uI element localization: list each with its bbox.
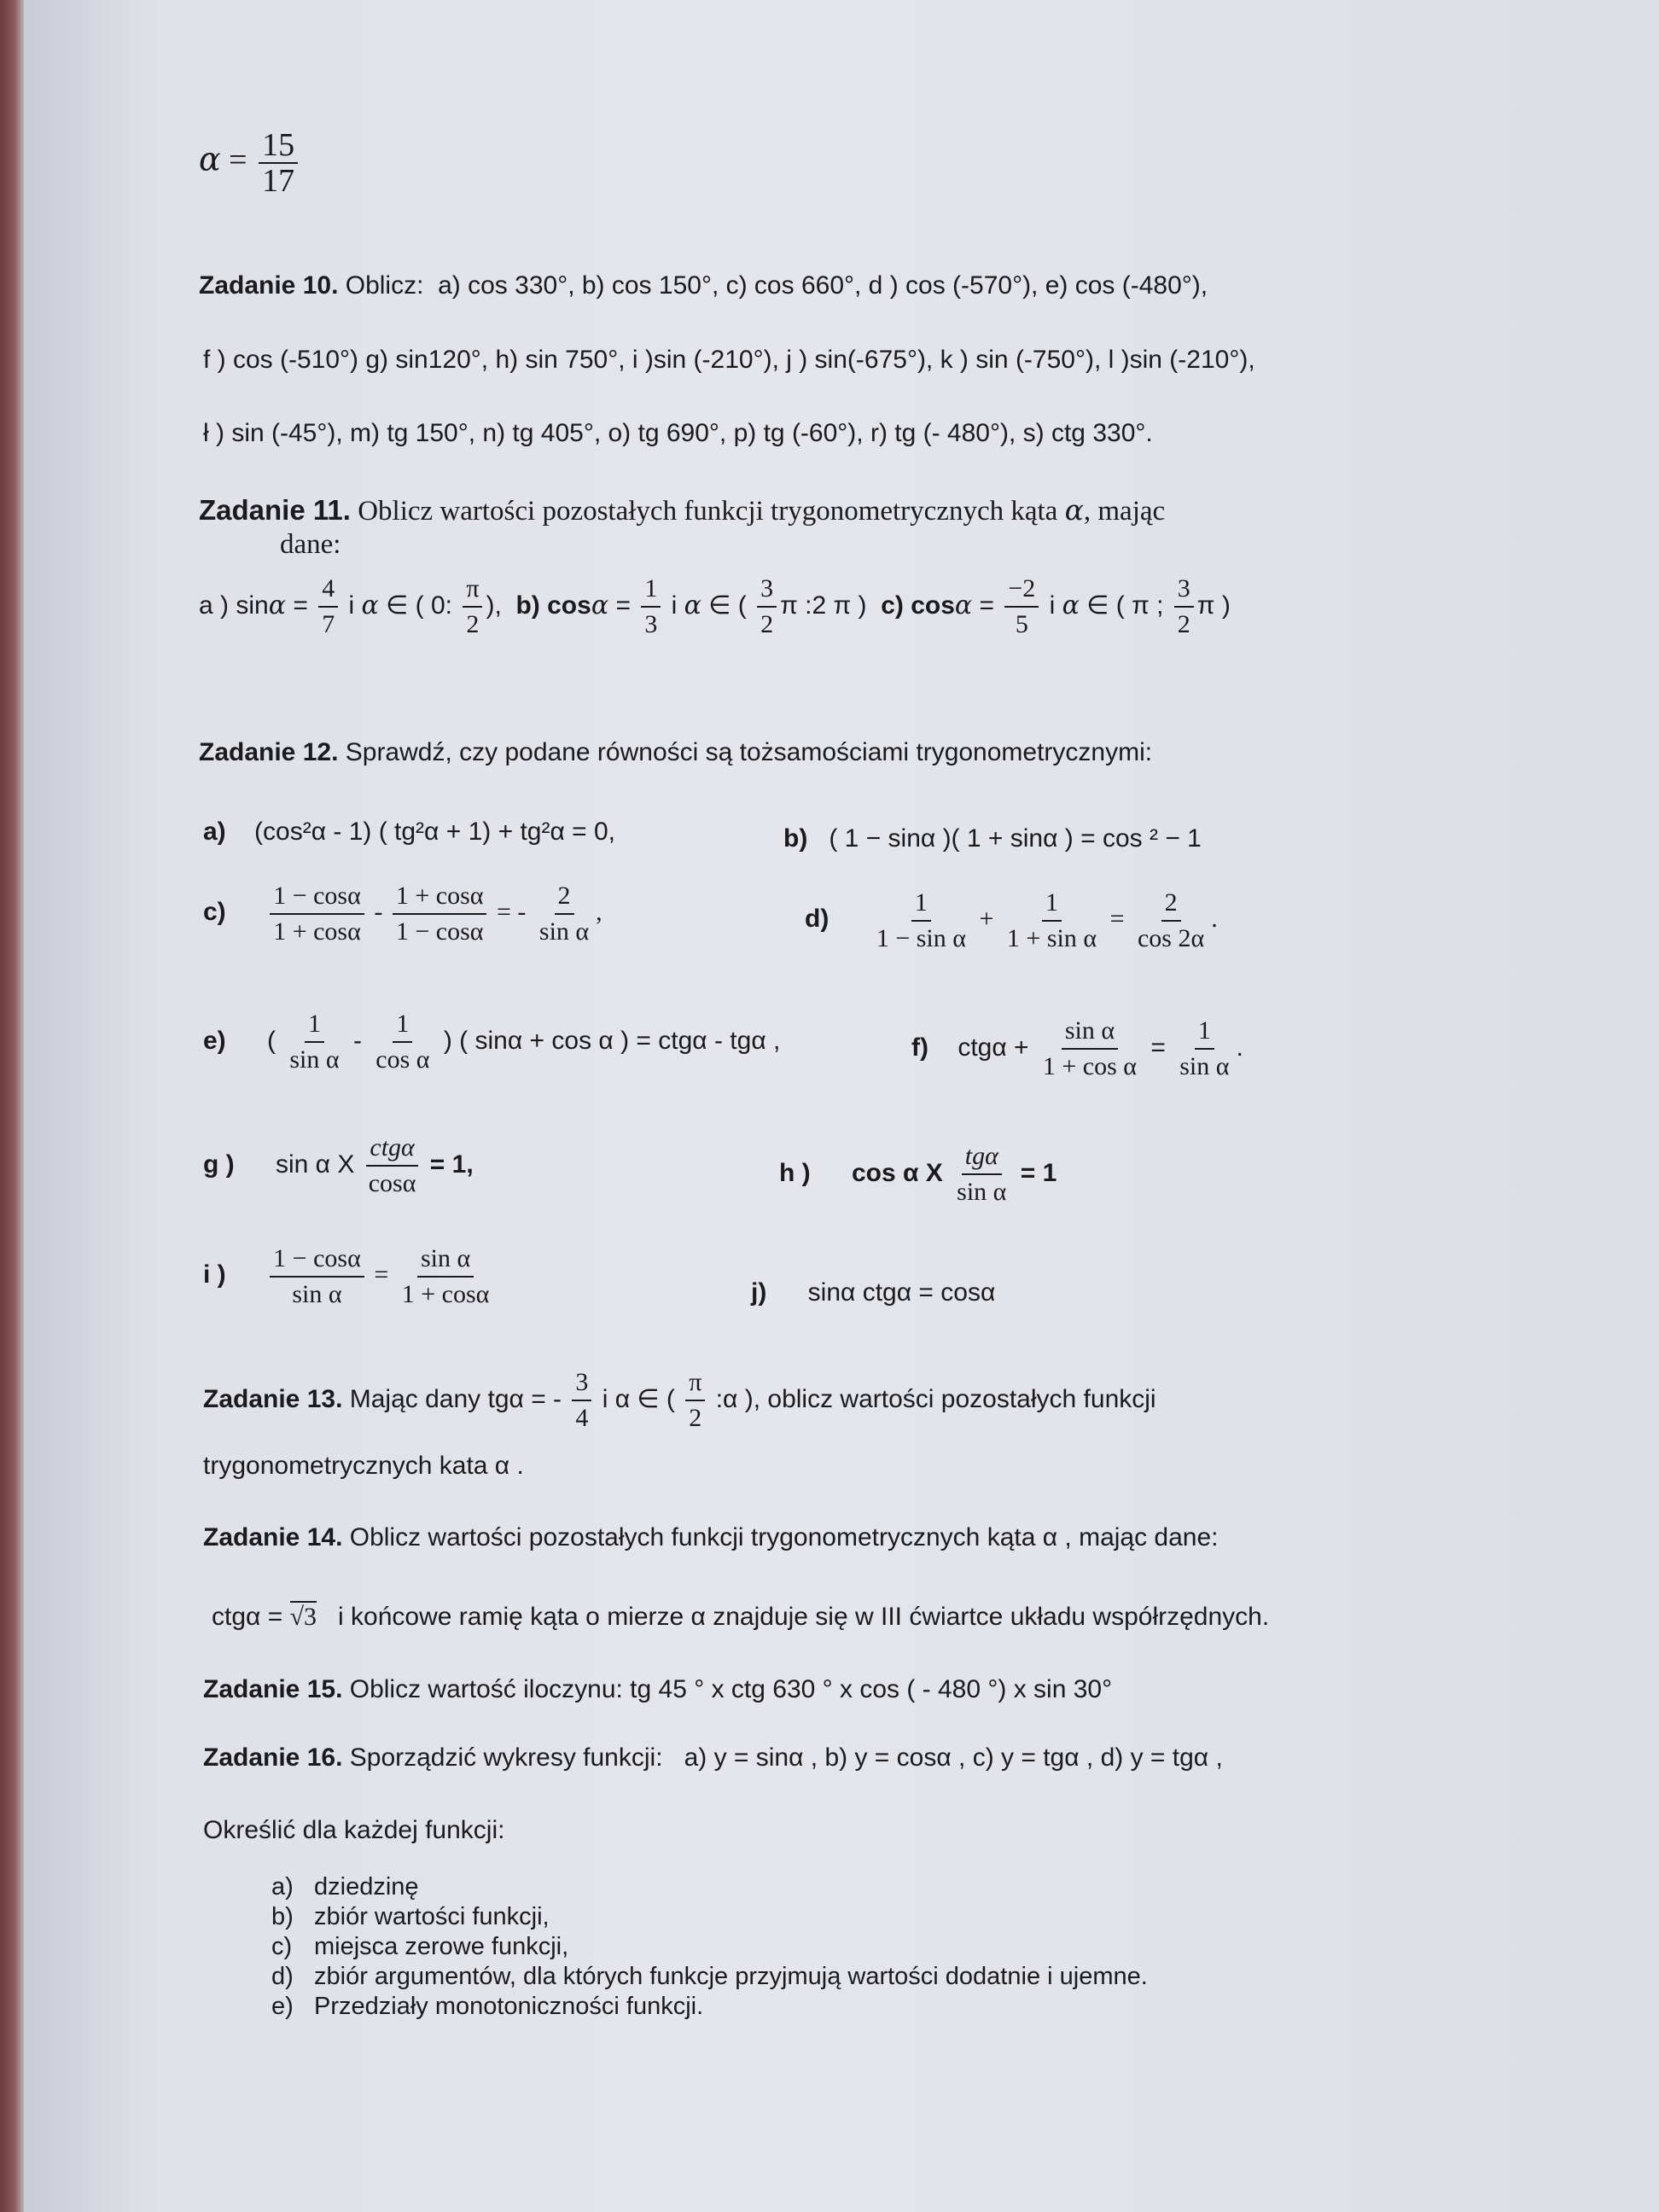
numerator: 1 [305, 1007, 324, 1043]
task-10-items-1: a) cos 330°, b) cos 150°, c) cos 660°, d ) cos (-570°), e) cos (-480°), [438, 271, 1208, 300]
task-11-text-2: , mając [1083, 496, 1166, 527]
expression: sin α X [276, 1150, 355, 1179]
expression: ) ( sinα + cos α ) = ctgα - tgα , [443, 1026, 781, 1055]
book-edge [0, 0, 24, 2212]
list-item-text: zbiór argumentów, dla których funkcje przyjmują wartości dodatnie i ujemne. [314, 1963, 1148, 1990]
and-word: i [348, 591, 355, 620]
task-12-c [203, 879, 602, 949]
expression: = 1 [1020, 1158, 1057, 1187]
equals: = [229, 142, 247, 178]
denominator: 1 − sin α [876, 924, 966, 952]
numerator: ctgα [366, 1131, 417, 1167]
task-11-text: Oblicz wartości pozostałych funkcji trygonometrycznych kąta [358, 496, 1058, 527]
sqrt-expression: √3 [289, 1603, 317, 1631]
denominator: 2 [466, 610, 480, 638]
denominator: sin α [289, 1045, 340, 1074]
list-item-label: d) [271, 1963, 294, 1990]
task-12-g [203, 1131, 474, 1201]
numerator: 1 + cosα [393, 879, 487, 915]
task-12-a [203, 815, 615, 849]
numerator: tgα [962, 1139, 1002, 1175]
operator: = [374, 1260, 389, 1289]
task-16-text: Sporządzić wykresy funkcji: [349, 1743, 663, 1772]
task-12-e [203, 1007, 780, 1077]
task-11-title: Zadanie 11. [199, 494, 351, 526]
interval-open: ∈ ( 0: [386, 591, 452, 620]
denominator: sin α [292, 1280, 342, 1308]
expression: = 1, [429, 1150, 474, 1179]
expression: sinα ctgα = cosα [807, 1278, 996, 1307]
task-12-heading [199, 736, 1152, 770]
numerator: 1 [1195, 1014, 1214, 1050]
task-12-b [783, 822, 1202, 856]
list-item [271, 1903, 550, 1931]
operator: = [1150, 1033, 1166, 1062]
task-11-conditions: a ) sinα = $\frac{4}{7}$ i α ∈ ( 0: $\frac{\pi}{2}$ ), b) cosα = $\frac{1}{3}$ i α ∈ ( $\frac{3}{2}$ π :2 π ) c) cosα = $\frac{-2}{5}$ i α ∈ ( π ; $\frac{3}{2}$ π ) [199, 572, 1231, 642]
denominator: 1 + cosα [273, 917, 361, 946]
task-15-title: Zadanie 15. [203, 1675, 343, 1703]
numerator: π [463, 572, 482, 608]
numerator: 1 [911, 886, 931, 922]
item-label: c) [203, 897, 226, 926]
task-10-line-1 [199, 269, 1208, 303]
numerator: 4 [318, 572, 338, 608]
expression: (cos²α - 1) ( tg²α + 1) + tg²α = 0, [254, 818, 616, 846]
operator: - [374, 897, 383, 926]
expression: cos α X [852, 1158, 943, 1187]
operator: + [979, 904, 994, 933]
task-13-line-1 [203, 1365, 1156, 1435]
task-15 [203, 1673, 1112, 1707]
denominator: 1 + cos α [1042, 1052, 1138, 1080]
interval-close: π :2 π ) [780, 591, 867, 620]
numerator: 3 [572, 1365, 591, 1401]
denominator: sin α [957, 1178, 1007, 1206]
denominator: 4 [575, 1404, 589, 1432]
task-12-title: Zadanie 12. [199, 738, 339, 766]
item-label: g ) [203, 1150, 235, 1179]
task-16-title: Zadanie 16. [203, 1743, 343, 1772]
list-item [271, 1933, 568, 1961]
numerator: 3 [757, 572, 777, 608]
cond-a-label: a ) sin [199, 591, 269, 620]
numerator: 1 − cosα [270, 1242, 364, 1278]
numerator: 1 [393, 1007, 412, 1043]
list-item-label: a) [271, 1873, 294, 1901]
item-label: i ) [203, 1260, 226, 1289]
denominator: cosα [368, 1169, 416, 1197]
denominator: 7 [322, 610, 335, 638]
expression: ctgα + [958, 1033, 1029, 1062]
list-item [271, 1873, 419, 1901]
expression: ( 1 − sinα )( 1 + sinα ) = cos ² − 1 [829, 824, 1202, 853]
numerator: 2 [1161, 886, 1181, 922]
list-item-text: miejsca zerowe funkcji, [314, 1933, 569, 1960]
denominator: 2 [689, 1404, 702, 1432]
denominator: 17 [262, 163, 295, 199]
denominator: 1 + sin α [1006, 924, 1097, 952]
task-12-text: Sprawdź, czy podane równości są tożsamościami trygonometrycznymi: [345, 738, 1153, 766]
paren: ( [267, 1026, 276, 1055]
fraction [259, 128, 298, 198]
equals: = [979, 591, 995, 620]
task-13-line-2: trygonometrycznych kata α . [203, 1452, 524, 1480]
operator: - [352, 1026, 362, 1055]
task-10-line-2: f ) cos (-510°) g) sin120°, h) sin 750°, i )sin (-210°), j ) sin(-675°), k ) sin (-750°), l )sin (-210°), [203, 346, 1255, 374]
task-12-d [805, 886, 1218, 956]
expression: Mając dany tgα = - [349, 1384, 562, 1413]
list-item [271, 1993, 703, 2021]
item-label: j) [751, 1278, 767, 1307]
list-item-label: c) [271, 1933, 293, 1960]
denominator: 3 [644, 610, 658, 638]
operator: = - [496, 897, 527, 926]
item-label: h ) [779, 1158, 811, 1187]
task-15-text: Oblicz wartość iloczynu: tg 45 ° x ctg 630 ° x cos ( - 480 °) x sin 30° [349, 1675, 1113, 1703]
task-16-line-1 [203, 1741, 1223, 1775]
denominator: 5 [1015, 610, 1028, 638]
denominator: 2 [760, 610, 774, 638]
task-11-line-1 [199, 493, 1165, 528]
alpha-symbol: α [199, 140, 221, 178]
list-item [271, 1963, 1148, 1991]
operator: = [1109, 904, 1125, 933]
list-item-label: e) [271, 1993, 294, 2020]
task-14-line-1 [203, 1521, 1219, 1555]
item-label: e) [203, 1026, 226, 1055]
item-label: b) [783, 824, 808, 853]
list-item-text: Przedziały monotoniczności funkcji. [314, 1993, 704, 2020]
item-label: f) [911, 1033, 928, 1062]
and-word: i [1049, 591, 1056, 620]
numerator: 1 [641, 572, 661, 608]
list-item-text: zbiór wartości funkcji, [314, 1903, 550, 1930]
task-13-title: Zadanie 13. [203, 1384, 343, 1413]
item-label: a) [203, 818, 226, 846]
denominator: 2 [1177, 610, 1190, 638]
denominator: 1 + cosα [401, 1280, 490, 1308]
numerator: π [685, 1365, 705, 1401]
cond-b-label: b) cos [515, 591, 591, 620]
numerator: 3 [1174, 572, 1194, 608]
task-14-text: Oblicz wartości pozostałych funkcji trygonometrycznych kąta α , mając dane: [349, 1523, 1219, 1551]
numerator: sin α [1062, 1014, 1118, 1050]
expression: i końcowe ramię kąta o mierze α znajduje się w III ćwiartce układu współrzędnych. [338, 1603, 1270, 1631]
expression: :α ), oblicz wartości pozostałych funkcji [715, 1384, 1156, 1413]
denominator: cos 2α [1137, 924, 1205, 952]
alpha-fraction [199, 128, 301, 198]
denominator: sin α [538, 917, 590, 946]
punct: , [596, 897, 602, 926]
punct: . [1211, 904, 1218, 933]
punct: . [1236, 1033, 1243, 1062]
interval-open: ∈ ( [708, 591, 747, 620]
task-10-intro: Oblicz: [345, 271, 424, 300]
denominator: 1 − cosα [395, 917, 484, 946]
list-item-label: b) [271, 1903, 294, 1930]
task-14-line-2 [212, 1600, 1269, 1634]
task-12-i [203, 1242, 496, 1312]
list-item-text: dziedzinę [314, 1873, 419, 1901]
numerator: sin α [417, 1242, 474, 1278]
interval-close: ), [486, 591, 502, 620]
task-10-line-3: ł ) sin (-45°), m) tg 150°, n) tg 405°, o) tg 690°, p) tg (-60°), r) tg (- 480°), s) ctg 330°. [203, 419, 1153, 447]
task-12-h [779, 1139, 1057, 1209]
numerator: 2 [555, 879, 574, 915]
numerator: 1 − cosα [270, 879, 364, 915]
task-12-f [911, 1014, 1243, 1084]
alpha-symbol: α [1064, 493, 1084, 527]
expression: ctgα = [212, 1603, 283, 1631]
task-11-line-2: dane: [280, 529, 341, 560]
numerator: −2 [1004, 572, 1039, 608]
equals: = [293, 591, 308, 620]
task-10-title: Zadanie 10. [199, 271, 339, 300]
and-word: i [671, 591, 678, 620]
interval-open: ∈ ( π ; [1086, 591, 1164, 620]
task-14-title: Zadanie 14. [203, 1523, 343, 1551]
task-16-determine: Określić dla każdej funkcji: [203, 1816, 505, 1844]
numerator: 15 [259, 128, 298, 164]
equals: = [615, 591, 631, 620]
task-16-functions: a) y = sinα , b) y = cosα , c) y = tgα , d) y = tgα , [684, 1743, 1223, 1772]
cond-c-label: c) cos [881, 591, 955, 620]
item-label: d) [805, 904, 830, 933]
denominator: sin α [1179, 1052, 1230, 1080]
denominator: cos α [375, 1045, 430, 1074]
document-page [24, 0, 1659, 2212]
numerator: 1 [1042, 886, 1062, 922]
interval-close: π ) [1196, 591, 1231, 620]
task-12-j [751, 1276, 995, 1310]
expression: i α ∈ ( [602, 1384, 675, 1413]
